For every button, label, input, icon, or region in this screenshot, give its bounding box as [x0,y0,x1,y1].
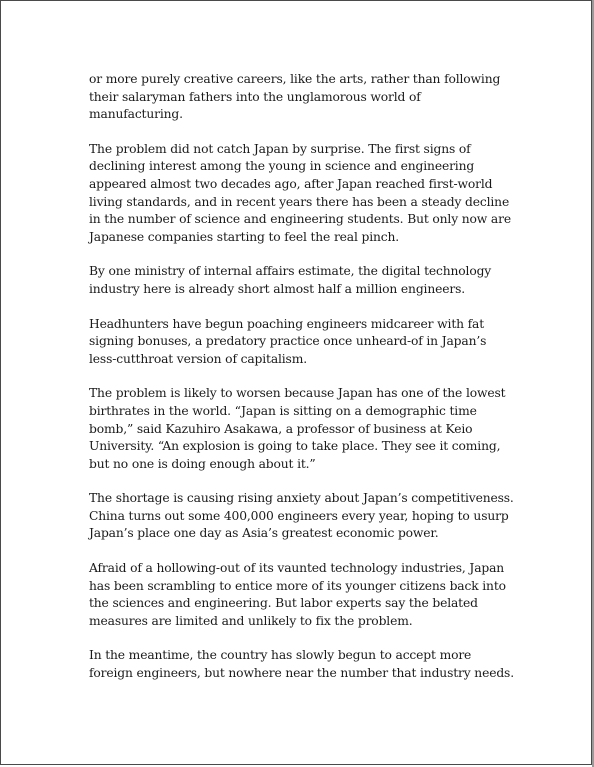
paragraph-8: In the meantime, the country has slowly begun to accept more foreign engineers, but nowhere near the number that industry needs. [89,648,514,681]
paragraph-3: By one ministry of internal affairs estimate, the digital technology industry here is already short almost half a million engineers. [89,264,492,296]
article-body [89,71,517,700]
paragraph-4: Headhunters have begun poaching engineers midcareer with fat signing bonuses, a predatory practice once unheard-of in Japan’s less-cutthroat version of capitalism. [89,316,487,366]
paragraph-7: Afraid of a hollowing-out of its vaunted technology industries, Japan has been scrambling to entice more of its younger citizens back into the sciences and engineering. But labor experts say the belated measures are limited and unlikely to fix the problem. [89,561,506,628]
paragraph-5: The problem is likely to worsen because Japan has one of the lowest birthrates in the world. “Japan is sitting on a demographic time bomb,” said Kazuhiro Asakawa, a professor of business at Keio University. “An explosion is going to take place. They see it coming, but no one is doing enough about it.” [89,386,506,471]
paragraph-6: The shortage is causing rising anxiety about Japan’s competitiveness. China turns out some 400,000 engineers every year, hoping to usurp Japan’s place one day as Asia’s greatest economic power. [89,491,514,541]
paragraph-1: or more purely creative careers, like the arts, rather than following their salaryman fathers into the unglamorous world of manufacturing. [89,72,501,122]
paragraph-2: The problem did not catch Japan by surprise. The first signs of declining interest among the young in science and engineering appeared almost two decades ago, after Japan reached first-world living standards, and in recent years there has been a steady decline in the number of science and engineering students. But only now are Japanese companies starting to feel the real pinch. [89,141,511,244]
